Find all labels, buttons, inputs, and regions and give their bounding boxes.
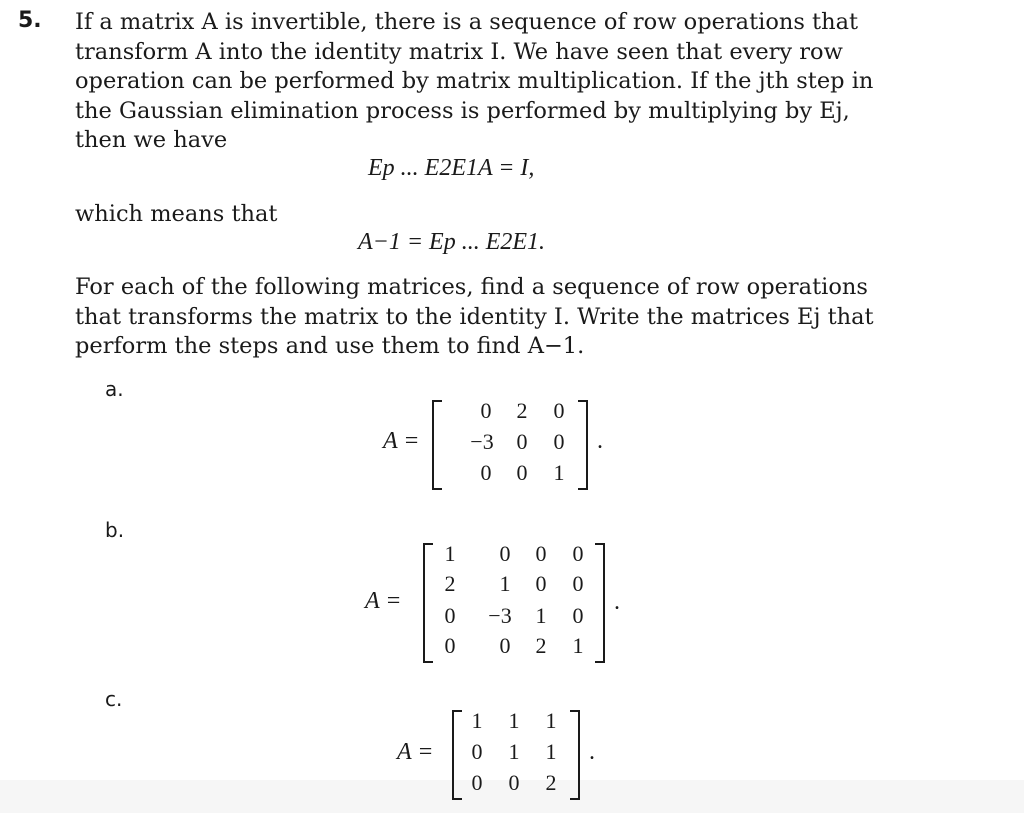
intro-line: If a matrix A is invertible, there is a sequence of row operations that	[75, 9, 859, 35]
instruction-line: For each of the following matrices, find a sequence of row operations	[75, 274, 868, 300]
part-c-cell: 1	[545, 739, 557, 764]
part-a-label: a.	[105, 377, 124, 401]
part-b-cell: 0	[535, 541, 547, 566]
part-c-cell: 1	[471, 708, 483, 733]
part-a-right-bracket	[578, 400, 588, 490]
intro-line: operation can be performed by matrix multiplication. If the jth step in	[75, 68, 874, 95]
part-b-cell: 0	[572, 541, 584, 566]
part-b-cell: 0	[444, 633, 456, 658]
part-a-left-bracket	[432, 400, 442, 490]
part-a-period: .	[597, 428, 603, 454]
part-a-cell: 0	[480, 398, 492, 423]
part-c-lhs: A =	[397, 739, 434, 765]
part-b-label: b.	[105, 518, 125, 542]
intro-line: then we have	[75, 127, 228, 154]
part-a-cell: 0	[480, 460, 492, 485]
part-c-right-bracket	[570, 710, 580, 800]
part-a-lhs: A =	[383, 428, 420, 454]
part-c-cell: 2	[545, 770, 557, 795]
part-a-cell: 1	[553, 460, 565, 485]
part-b-cell: 2	[535, 633, 547, 658]
part-c-cell: 0	[471, 770, 483, 795]
part-b-cell: 1	[572, 633, 584, 658]
intro-line: transform A into the identity matrix I. We have seen that every row	[75, 38, 843, 65]
part-c-cell: 1	[508, 739, 520, 764]
part-c-label: c.	[105, 687, 123, 711]
part-a-cell: 0	[516, 429, 528, 454]
equation-product-identity: Ep ... E2E1A = I,	[368, 155, 535, 181]
part-c-period: .	[589, 739, 595, 765]
part-b-cell: 0	[535, 571, 547, 596]
part-c-cell: 1	[545, 708, 557, 733]
part-b-cell: 0	[499, 541, 511, 566]
part-b-cell: 1	[535, 603, 547, 628]
instruction-paragraph	[75, 273, 874, 362]
part-b-cell: 2	[444, 571, 456, 596]
part-c-cell: 0	[471, 739, 483, 764]
part-a-cell: 0	[516, 460, 528, 485]
part-b-cell: 1	[499, 571, 511, 596]
part-b-cell: 0	[572, 571, 584, 596]
part-c-cell: 1	[508, 708, 520, 733]
which-means-text	[75, 200, 865, 230]
part-b-cell: 0	[572, 603, 584, 628]
part-b-cell: 0	[444, 603, 456, 628]
part-c-cell: 0	[508, 770, 520, 795]
part-a-cell: −3	[470, 429, 494, 454]
instruction-line: that transforms the matrix to the identity I. Write the matrices Ej that	[75, 303, 874, 330]
part-b-cell: −3	[488, 603, 512, 628]
part-b-period: .	[614, 589, 620, 615]
intro-line: the Gaussian elimination process is performed by multiplying by Ej,	[75, 97, 850, 124]
intro-paragraph	[75, 8, 874, 156]
part-b-cell: 0	[499, 633, 511, 658]
instruction-line: perform the steps and use them to find A−1.	[75, 333, 585, 360]
part-a-cell: 0	[553, 429, 565, 454]
which-means-line: which means that	[75, 201, 278, 227]
problem-number: 5.	[18, 8, 42, 33]
part-a-cell: 2	[516, 398, 528, 423]
part-a-cell: 0	[553, 398, 565, 423]
part-b-cell: 1	[444, 541, 456, 566]
equation-inverse: A−1 = Ep ... E2E1.	[358, 229, 546, 255]
part-b-lhs: A =	[365, 588, 402, 614]
